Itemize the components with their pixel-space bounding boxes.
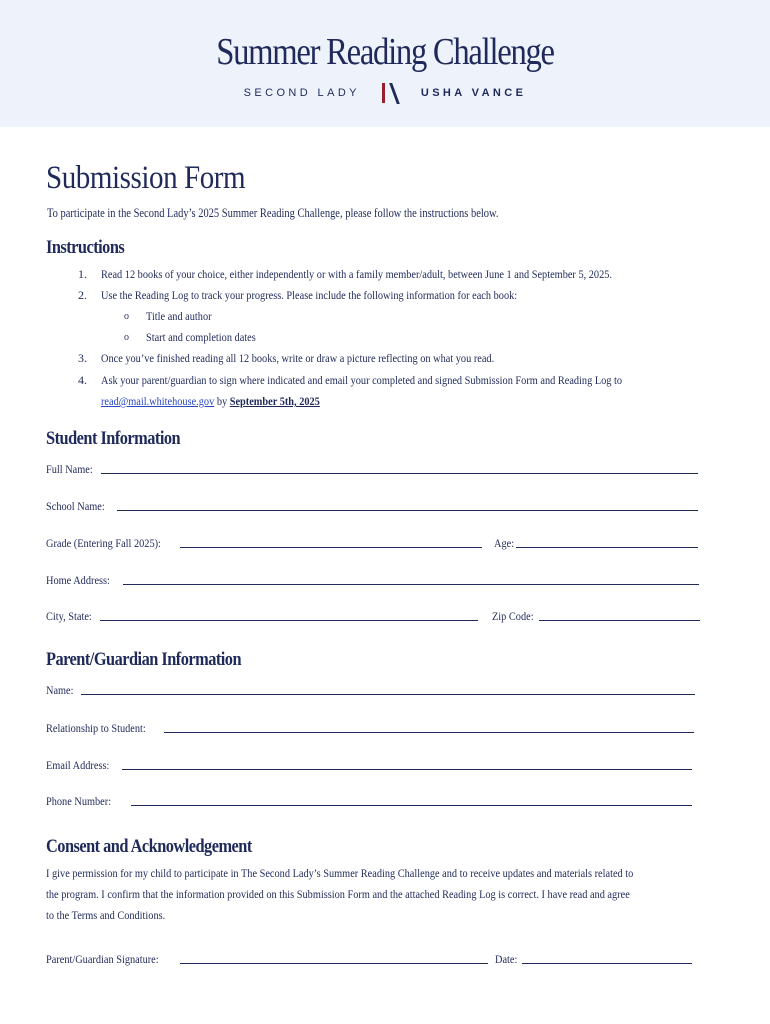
bullet-marker: o — [124, 311, 129, 322]
instruction-text: Ask your parent/guardian to sign where indicated and email your completed and signed Submission Form and Reading Log to — [101, 373, 623, 387]
age-field[interactable] — [516, 547, 698, 548]
logo-mark-icon — [378, 83, 404, 103]
signature-label: Parent/Guardian Signature: — [46, 952, 159, 966]
submission-line — [101, 394, 320, 409]
signature-field[interactable] — [180, 963, 488, 964]
subitem-text: Start and completion dates — [146, 330, 256, 344]
form-content — [0, 127, 770, 1024]
parent-info-heading: Parent/Guardian Information — [46, 649, 242, 670]
email-address-field[interactable] — [122, 769, 692, 770]
challenge-title: Summer Reading Challenge — [216, 31, 554, 73]
school-name-label: School Name: — [46, 499, 105, 513]
subitem-text: Title and author — [146, 309, 212, 323]
instruction-number: 3. — [78, 351, 87, 365]
grade-field[interactable] — [180, 547, 482, 548]
instruction-text: Use the Reading Log to track your progress. Please include the following information for each book: — [101, 288, 518, 302]
consent-line-1: I give permission for my child to participate in The Second Lady’s Summer Reading Challenge and to receive updates and materials related to — [46, 866, 634, 880]
form-intro: To participate in the Second Lady’s 2025 Summer Reading Challenge, please follow the instructions below. — [47, 206, 499, 220]
phone-number-field[interactable] — [131, 805, 692, 806]
instruction-text: Once you’ve finished reading all 12 books, write or draw a picture reflecting on what you read. — [101, 351, 495, 365]
consent-line-2: the program. I confirm that the information provided on this Submission Form and the attached Reading Log is correct. I have read and agree — [46, 887, 630, 901]
full-name-label: Full Name: — [46, 462, 93, 476]
student-info-heading: Student Information — [46, 428, 181, 449]
logo-navy-bar — [390, 83, 401, 104]
deadline-text: September 5th, 2025 — [229, 394, 320, 408]
home-address-label: Home Address: — [46, 573, 110, 587]
form-title: Submission Form — [46, 160, 246, 196]
relationship-field[interactable] — [164, 732, 694, 733]
page-header — [0, 0, 770, 127]
relationship-label: Relationship to Student: — [46, 721, 146, 735]
parent-name-label: Name: — [46, 683, 74, 697]
logo-red-bar — [382, 83, 385, 103]
full-name-field[interactable] — [101, 473, 698, 474]
instruction-number: 1. — [78, 267, 87, 281]
consent-line-3: to the Terms and Conditions. — [46, 908, 166, 922]
parent-name-field[interactable] — [81, 694, 695, 695]
age-label: Age: — [494, 536, 515, 550]
zip-code-label: Zip Code: — [492, 609, 534, 623]
zip-code-field[interactable] — [539, 620, 700, 621]
by-text: by — [216, 394, 228, 408]
second-lady-label: SECOND LADY — [243, 87, 360, 99]
consent-heading: Consent and Acknowledgement — [46, 836, 252, 857]
home-address-field[interactable] — [123, 584, 699, 585]
instruction-number: 4. — [78, 373, 87, 387]
school-name-field[interactable] — [117, 510, 698, 511]
instruction-number: 2. — [78, 288, 87, 302]
instruction-text: Read 12 books of your choice, either independently or with a family member/adult, between June 1 and September 5, 2025. — [101, 267, 612, 281]
city-state-label: City, State: — [46, 609, 92, 623]
submission-email-link[interactable]: read@mail.whitehouse.gov — [101, 394, 215, 408]
email-address-label: Email Address: — [46, 758, 110, 772]
phone-number-label: Phone Number: — [46, 794, 112, 808]
date-field[interactable] — [522, 963, 692, 964]
usha-vance-label: USHA VANCE — [420, 87, 527, 99]
bullet-marker: o — [124, 332, 129, 343]
grade-label: Grade (Entering Fall 2025): — [46, 536, 161, 550]
date-label: Date: — [495, 952, 518, 966]
instructions-heading: Instructions — [46, 237, 125, 258]
header-subline — [0, 83, 770, 103]
city-state-field[interactable] — [100, 620, 478, 621]
